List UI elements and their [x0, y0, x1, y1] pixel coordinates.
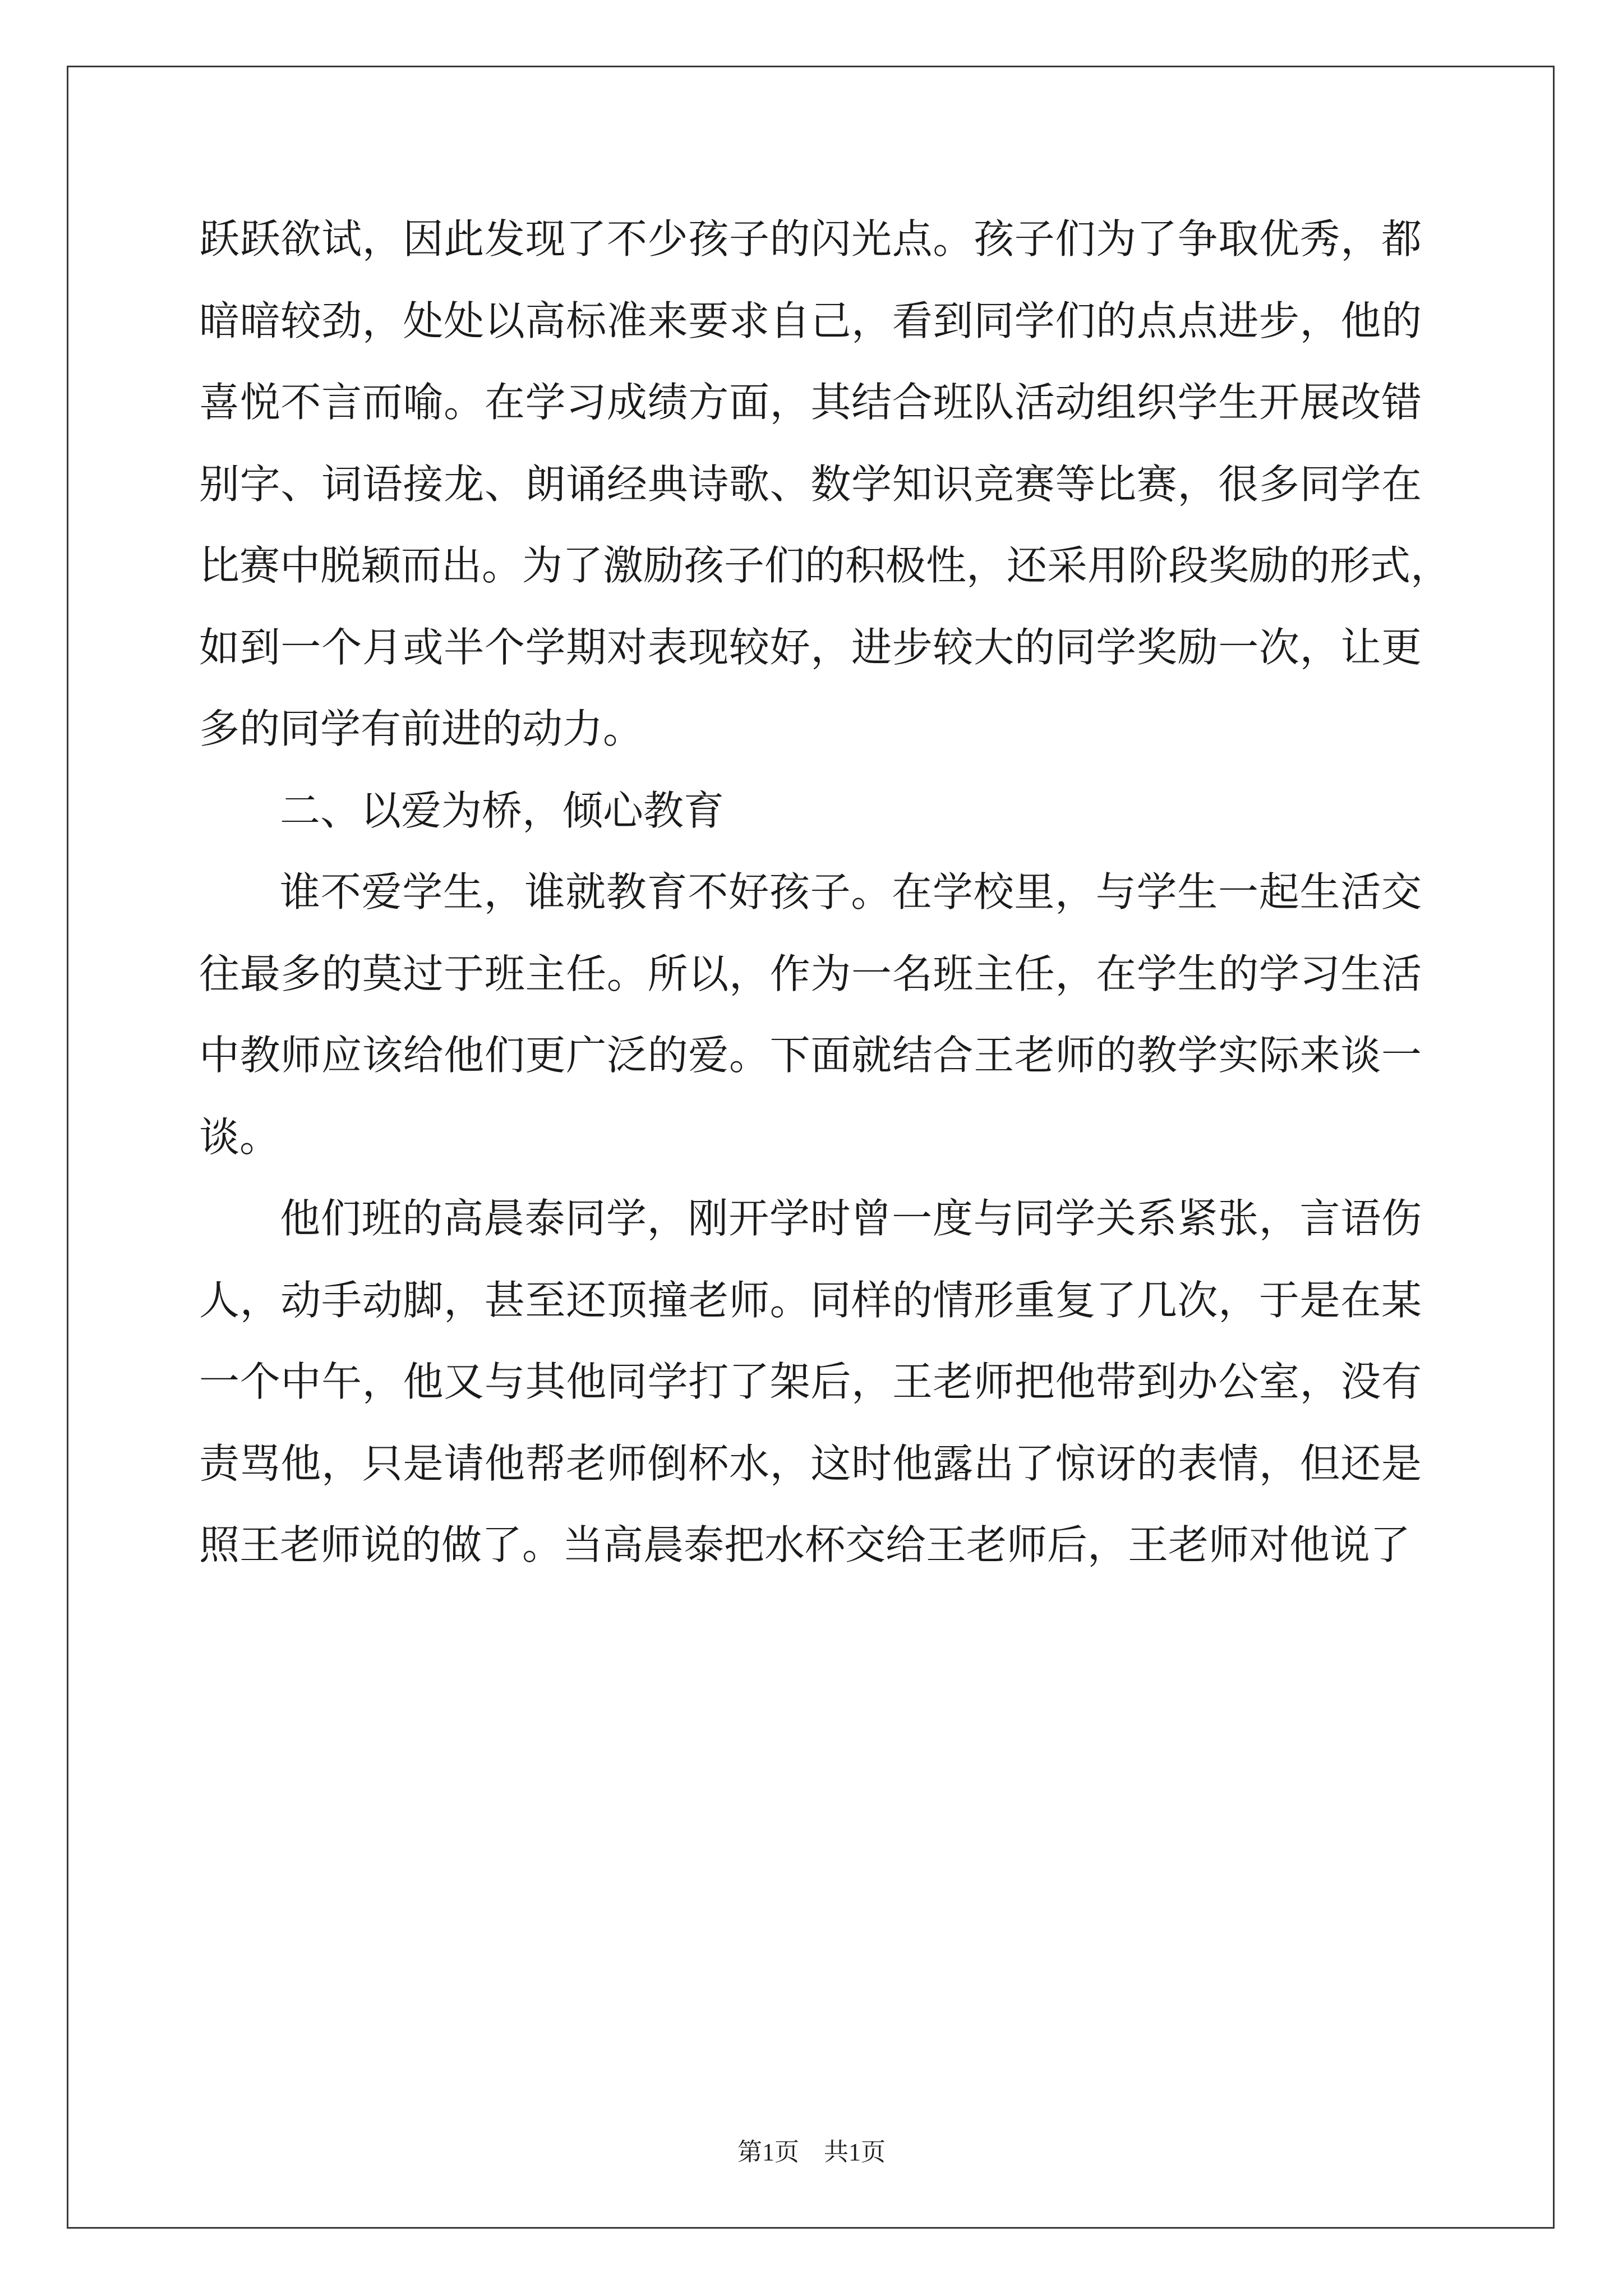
- text-line: 照王老师说的做了。当高晨泰把水杯交给王老师后，王老师对他说了: [199, 1521, 1411, 1568]
- paragraph: [199, 1178, 1422, 1586]
- text-line: 比赛中脱颖而出。为了激励孩子们的积极性，还采用阶段奖励的形式，: [199, 542, 1451, 589]
- text-line: 暗暗较劲，处处以高标准来要求自己，看到同学们的点点进步，他的: [199, 297, 1422, 344]
- document-body: [199, 199, 1451, 1586]
- text-line: 责骂他，只是请他帮老师倒杯水，这时他露出了惊讶的表情，但还是: [199, 1439, 1422, 1487]
- text-line: 谈。: [199, 1113, 280, 1161]
- text-line: 中教师应该给他们更广泛的爱。下面就结合王老师的教学实际来谈一: [199, 1032, 1422, 1079]
- text-line: 跃跃欲试，因此发现了不少孩子的闪光点。孩子们为了争取优秀，都: [199, 215, 1422, 263]
- text-line: 他们班的高晨泰同学，刚开学时曾一度与同学关系紧张，言语伤: [280, 1195, 1422, 1242]
- text-line: 如到一个月或半个学期对表现较好，进步较大的同学奖励一次，让更: [199, 623, 1422, 671]
- text-line: 喜悦不言而喻。在学习成绩方面，其结合班队活动组织学生开展改错: [199, 379, 1422, 426]
- paragraph: [199, 852, 1422, 1178]
- text-line: 一个中午，他又与其他同学打了架后，王老师把他带到办公室，没有: [199, 1358, 1422, 1405]
- page-footer: 第1页 共1页: [737, 2138, 886, 2166]
- paragraph: [199, 199, 1451, 770]
- text-line: 人，动手动脚，甚至还顶撞老师。同样的情形重复了几次，于是在某: [199, 1276, 1422, 1324]
- text-line: 往最多的莫过于班主任。所以，作为一名班主任，在学生的学习生活: [199, 950, 1422, 997]
- text-line: 二、以爱为桥，倾心教育: [280, 786, 725, 834]
- paragraph: [199, 770, 1422, 852]
- text-line: 多的同学有前进的动力。: [199, 705, 644, 752]
- text-line: 别字、词语接龙、朗诵经典诗歌、数学知识竞赛等比赛，很多同学在: [199, 460, 1422, 508]
- text-line: 谁不爱学生，谁就教育不好孩子。在学校里，与学生一起生活交: [280, 868, 1422, 915]
